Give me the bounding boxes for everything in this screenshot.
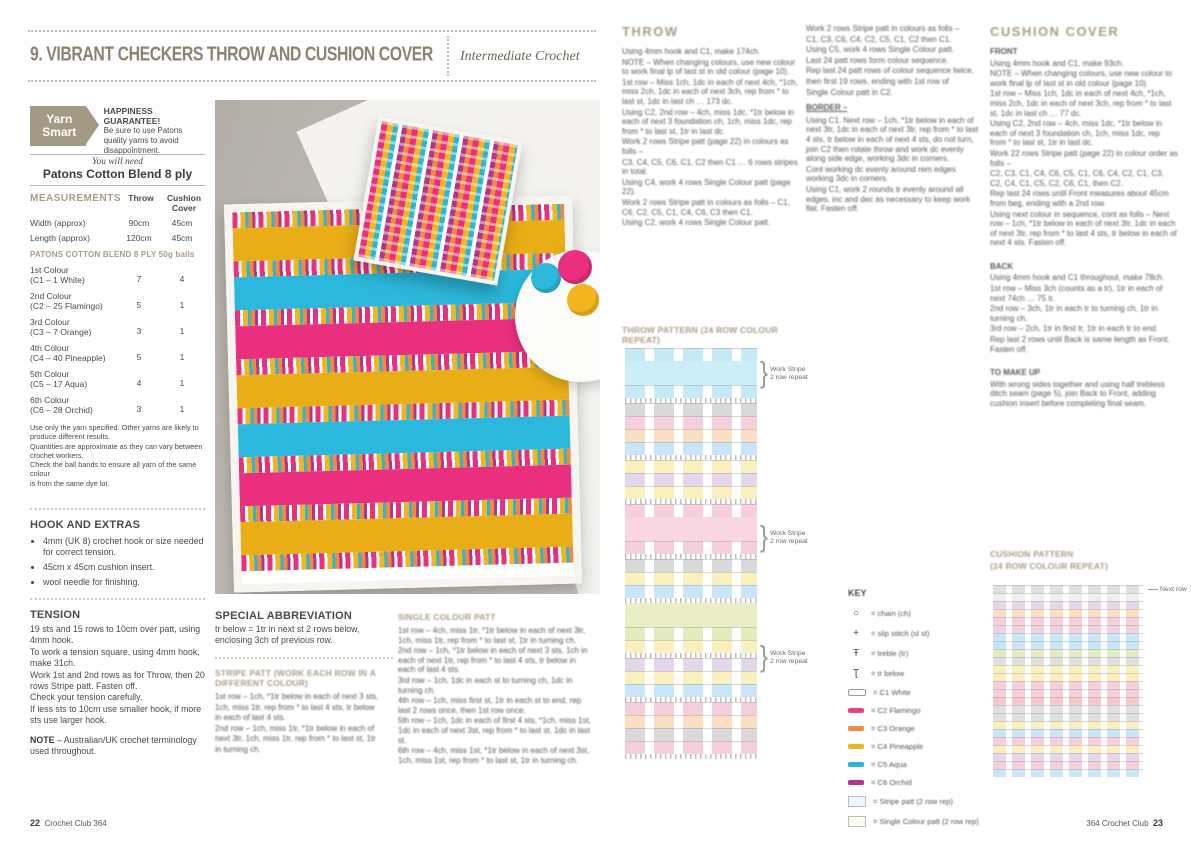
throw-chart-annotation-1: } Work Stripe 2 row repeat	[760, 356, 808, 391]
back-heading: BACK	[990, 261, 1014, 271]
colour-row: 6th Colour (C6 – 28 Orchid) 3 1	[30, 395, 185, 415]
body-line: To work a tension square, using 4mm hook, make 31ch.	[30, 646, 200, 669]
body-line: Check the ball bands to ensure all yarn of the same colour	[30, 460, 197, 479]
body-line: NOTE – When changing colours, use new colour to work final lp of last st in old colour (page 10).	[622, 57, 795, 77]
colour-row: 1st Colour (C1 – 1 White) 7 4	[30, 265, 185, 285]
cushion-pattern-chart	[993, 585, 1143, 777]
dotted-divider	[30, 598, 205, 600]
key-entry	[848, 760, 988, 769]
body-line: Using C1, work 2 rounds tr evenly around all edges, inc and dec as necessary to keep work flat. Fasten off.	[806, 184, 971, 214]
yarn-ball-yellow	[567, 284, 599, 316]
body-line: 1ch, miss 1tr, rep from * to last 4 sts, tr below	[215, 702, 375, 712]
key-label: = C5 Aqua	[871, 760, 907, 769]
key-entry	[848, 724, 988, 733]
page-number-right: 23	[1152, 818, 1163, 828]
body-line: 2nd row – 1ch, *1tr below in each of next 3 sts, 1ch in each of next 1tr, rep from * to last 4 sts, tr below in each of last 4 sts.	[398, 646, 588, 675]
chart-row	[993, 769, 1143, 777]
key-label: = C6 Orchid	[871, 778, 912, 787]
chart-row	[625, 658, 757, 671]
border-body-after	[806, 116, 984, 214]
body-line: Using C2, 2nd row – 4ch, miss 1dc, *1tr below in each of next 3 foundation ch, 1ch, miss 1dc, rep from * to last st, 1tr in last dc.	[622, 107, 795, 136]
measurements-heading: MEASUREMENTS	[30, 193, 122, 204]
measurement-rows	[30, 218, 205, 243]
chart-row	[625, 572, 757, 585]
body-line: Rep last 2 rows until Back is same length as Front. Fasten off.	[990, 335, 1170, 354]
key-entry	[848, 706, 988, 715]
body-line: Using C2, 2nd row – 4ch, miss 1dc, *1tr below in each of next 3 foundation ch, 1ch, miss 1dc, rep from * to last st, 1tr in last dc.	[990, 119, 1163, 148]
body-line: Using C5, work 4 rows Single Colour patt.	[806, 45, 955, 55]
chart-row	[625, 361, 757, 385]
throw-section	[622, 24, 798, 229]
project-photo	[215, 100, 600, 594]
body-line: Using 4mm hook and C1, make 93ch.	[990, 58, 1124, 68]
body-line: Work 22 rows Stripe patt (page 22) in colour order as folls –	[990, 148, 1178, 168]
chart-row	[993, 753, 1143, 761]
chart-row	[993, 681, 1143, 689]
chart-row	[625, 504, 757, 517]
key-entry	[848, 648, 988, 659]
key-entry	[848, 742, 988, 751]
chart-row	[993, 713, 1143, 721]
key-label: = tr below	[871, 669, 905, 678]
chart-row	[625, 671, 757, 684]
list-item: • 4mm (UK 8) crochet hook or size needed for correct tension.	[43, 536, 208, 558]
cushion-cover-heading: CUSHION COVER	[990, 24, 1120, 39]
body-line: produce different results.	[30, 432, 111, 442]
chart-row	[993, 601, 1143, 609]
body-line: 2nd row – 3ch, 1tr in each tr to turning ch, 1tr in turning ch.	[990, 304, 1158, 323]
key-label: = chain (ch)	[871, 609, 911, 618]
key-entries	[848, 608, 988, 827]
key-label: = C4 Pineapple	[871, 742, 924, 751]
body-line: 1st row – Miss 1ch, 1dc in each of next 4ch, *1ch, miss 2ch, 1dc in each of next 3ch, rep from * to last st, 1dc in last ch … 173 dc.	[622, 77, 798, 106]
stripe-patt-section	[215, 668, 395, 756]
body-line: next 3tr, 1ch, miss 1tr, rep from * to last st, 1tr	[215, 734, 376, 744]
chart-row	[625, 416, 757, 429]
chart-row	[625, 517, 757, 541]
chart-row	[625, 728, 757, 741]
body-line: tr below = 1tr in next st 2 rows below,	[215, 624, 360, 634]
chart-row	[625, 403, 757, 416]
dotted-divider	[30, 508, 205, 510]
chart-row	[993, 585, 1143, 593]
body-line: 1st row – 4ch, miss 1tr, *1tr below in each of next 3tr, 1ch, miss 1tr, rep from * to last st, 1tr in turning ch.	[398, 626, 586, 645]
single-colour-body	[398, 626, 595, 765]
body-line: Quantities are approximate as they can vary between	[30, 441, 203, 451]
brace: }	[760, 356, 769, 391]
body-line: then first 19 rows, ending with 1st row of	[806, 76, 949, 86]
chart-row	[625, 697, 757, 702]
throw-body	[622, 47, 798, 228]
badge-line2: Smart	[42, 125, 77, 139]
body-line: in turning ch.	[215, 744, 261, 754]
throw-chart-annotation-2: } Work Stripe 2 row repeat	[760, 520, 808, 555]
key-label: = Stripe patt (2 row rep)	[873, 797, 953, 806]
chart-row	[993, 657, 1143, 665]
body-line: C1, C3, C6, C4, C2, C5, C1, C2 then C1.	[806, 34, 952, 44]
chart-row	[993, 761, 1143, 769]
rule	[30, 154, 205, 155]
col-throw: Throw	[128, 193, 154, 203]
chart-row	[993, 689, 1143, 697]
yarn-ball-aqua	[531, 263, 561, 293]
body-line: Work 2 rows Stripe patt (page 22) in colours as folls –	[622, 137, 789, 156]
footer-left	[30, 818, 107, 828]
difficulty-label: Intermediate Crochet	[460, 49, 580, 64]
stripe-patt-body	[215, 692, 395, 755]
chart-row	[625, 541, 757, 554]
single-colour-heading: SINGLE COLOUR PATT	[398, 612, 496, 622]
body-line: 6th row – 4ch, miss 1st, *1tr below in each of next 3st, 1ch, miss 1st, rep from * to last st, 1tr in turning ch.	[398, 746, 590, 765]
chart-row	[625, 653, 757, 658]
tension-heading: TENSION	[30, 609, 81, 621]
body-line: NOTE – When changing colours, use new colour to work final lp of last st in old colour (page 10).	[990, 69, 1172, 88]
chart-row	[625, 585, 757, 598]
chart-row	[993, 665, 1143, 673]
body-line: Using C2, work 4 rows Single Colour patt.	[622, 218, 771, 228]
body-line: Single Colour patt in C2.	[806, 87, 893, 97]
guarantee-body: Be sure to use Patons quality yarns to avoid disappointment.	[103, 126, 183, 155]
page-number-left: 22	[30, 818, 41, 828]
key-heading: KEY	[848, 588, 867, 598]
measurements-section	[30, 193, 205, 488]
body-line: 1st row – 1ch, *1tr below in each of next 3 sts,	[215, 692, 379, 701]
front-heading: FRONT	[990, 47, 1018, 56]
body-line: is from the same dye lot.	[30, 478, 110, 488]
chart-row	[625, 429, 757, 442]
body-line: With wrong sides together and using half trebless ditch seam (page 5), join Back to Front, adding cushion insert before completing final seam.	[990, 379, 1165, 408]
body-line: Work 2 rows Stripe patt in colours as folls –	[806, 24, 960, 33]
chart-row	[993, 617, 1143, 625]
stitch-symbol-icon: +	[853, 628, 859, 639]
chart-row	[625, 741, 757, 754]
throw-heading: THROW	[622, 24, 679, 39]
body-line: Using 4mm hook and C1, make 174ch.	[622, 47, 761, 56]
you-will-need-label: You will need	[92, 157, 143, 167]
chart-row	[993, 641, 1143, 649]
col-cushion: Cushion Cover	[167, 193, 202, 213]
key-entry	[848, 688, 988, 697]
body-line: 3rd row – 2ch, 1tr in first tr, 1tr in each tr to end.	[990, 324, 1159, 334]
body-line: Last 24 patt rows form colour sequence.	[806, 55, 949, 65]
patt-swatch	[848, 796, 866, 807]
colour-swatch	[848, 762, 864, 767]
header-top-rule	[28, 30, 596, 32]
cushion-chart-heading: CUSHION PATTERN (24 ROW COLOUR REPEAT)	[990, 549, 1109, 571]
special-abbreviation-section	[215, 610, 395, 647]
key-entry	[848, 816, 988, 827]
colour-row: 2nd Colour (C2 – 25 Flamingo) 5 1	[30, 291, 185, 311]
chart-row	[625, 684, 757, 697]
chart-row	[625, 442, 757, 455]
dotted-divider	[215, 657, 393, 659]
chart-row	[993, 649, 1143, 657]
body-line: Work 1st and 2nd rows as for Throw, then 20 rows Stripe patt. Fasten off.	[30, 669, 205, 692]
special-abbrev-heading: SPECIAL ABBREVIATION	[215, 610, 353, 622]
hook-extras-list	[30, 536, 208, 588]
colour-swatch	[848, 780, 864, 785]
key-entry	[848, 628, 988, 639]
body-line: C2, C3, C1, C4, C6, C5, C1, C6, C4, C2, C1, C3, C2, C4, C1, C5, C2, C6, C1, then C2.	[990, 169, 1164, 188]
chart-row	[625, 473, 757, 486]
body-line: Use only the yarn specified. Other yarns are likely to	[30, 423, 199, 432]
key-label: = C1 White	[873, 688, 911, 697]
hook-extras-heading: HOOK AND EXTRAS	[30, 519, 141, 531]
colour-rows	[30, 265, 205, 415]
terminology-note	[30, 735, 212, 758]
yarn-smart-panel	[30, 106, 205, 156]
body-line: Using next colour in sequence, cont as folls – Next row – 1ch, *1tr below in each of next 3tr, 1dc in each of next 3tr, rep from * to last 4 sts, tr below in each of next 4 sts. Fasten off.	[990, 209, 1177, 248]
chart-row	[625, 603, 757, 627]
chart-row	[625, 554, 757, 559]
rule	[30, 185, 205, 186]
chart-row	[625, 455, 757, 460]
chart-row	[625, 499, 757, 504]
makeup-body	[990, 380, 1178, 409]
key-label: = C2 Flamingo	[871, 706, 921, 715]
header-separator	[447, 36, 449, 76]
footer-right	[1086, 818, 1163, 828]
chart-row	[993, 609, 1143, 617]
body-line: If less sts to 10cm use smaller hook, if more sts use larger hook.	[30, 703, 202, 726]
key-entry	[848, 778, 988, 787]
chart-row	[993, 633, 1143, 641]
throw-pattern-chart	[625, 348, 757, 759]
colour-swatch	[848, 744, 864, 749]
yarn-ball-pink	[558, 250, 592, 284]
chart-row	[625, 348, 757, 361]
body-line: 4th row – 1ch, miss first st, 1tr in each st to end, rep last 2 rows once, then 1st row once.	[398, 696, 582, 715]
chart-row	[993, 697, 1143, 705]
colour-swatch	[848, 708, 864, 713]
chart-row	[993, 729, 1143, 737]
product-name: Patons Cotton Blend 8 ply	[42, 167, 193, 181]
tension-section	[30, 609, 212, 757]
patt-swatch	[848, 816, 866, 827]
key-label: = C3 Orange	[871, 724, 915, 733]
body-line: Using C1. Next row – 1ch, *1tr below in each of next 3tr, 1dc in each of next 3tr, rep from * to last 4 sts, tr below in each of next 4 sts, do not turn, join C2 then rotate throw and work dc evenly along side edge, working 3dc in corners.	[806, 115, 979, 164]
header-bottom-rule	[28, 80, 596, 82]
footer-left-label: Crochet Club 364	[44, 819, 107, 828]
cushion-cover-section	[990, 24, 1178, 410]
body-line: Check your tension carefully.	[30, 692, 143, 703]
chart-row	[625, 640, 757, 653]
key-entry	[848, 796, 988, 807]
badge-line1: Yarn	[46, 112, 73, 126]
chart-row	[993, 593, 1143, 601]
chart-row	[625, 598, 757, 603]
special-abbrev-body	[215, 624, 395, 647]
yarn-notes	[30, 423, 205, 488]
tension-lines	[30, 624, 212, 727]
body-line: Rep last 24 patt rows of colour sequence twice,	[806, 66, 974, 76]
chart-row	[993, 625, 1143, 633]
makeup-heading: TO MAKE UP	[990, 368, 1041, 378]
colour-swatch	[848, 689, 866, 696]
chart-row	[625, 559, 757, 572]
key-entry	[848, 668, 988, 679]
border-body-before	[806, 24, 984, 97]
chart-row	[625, 702, 757, 715]
body-line: 1st row – Miss 3ch (counts as a tr), 1tr in each of next 74ch … 75 tr.	[990, 284, 1163, 303]
hook-extras-section	[30, 519, 208, 592]
body-line: 3rd row – 1ch, 1dc in each st to turning ch, 1dc in turning ch.	[398, 675, 573, 695]
body-line: crochet workers.	[30, 450, 84, 460]
chart-row	[993, 673, 1143, 681]
stripe-patt-heading: STRIPE PATT (WORK EACH ROW IN A DIFFERENT COLOUR)	[215, 668, 376, 688]
colour-swatch	[848, 726, 864, 731]
measurement-row: Width (approx) 90cm 45cm	[30, 218, 193, 228]
chart-row	[993, 705, 1143, 713]
body-line: 5th row – 1ch, 1dc in each of first 4 sts, *1ch, miss 1st, 1dc in each of next 3st, rep from * to last st, 1dc in last st.	[398, 716, 591, 745]
balls-heading: PATONS COTTON BLEND 8 PLY 50g balls	[30, 250, 195, 259]
chart-row	[625, 385, 757, 398]
body-line: in each of last 4 sts.	[215, 713, 286, 723]
body-line: C3, C4, C5, C6, C1, C2 then C1 … 6 rows stripes in total.	[622, 157, 798, 177]
brace: }	[760, 640, 769, 675]
body-line: Work 2 rows Stripe patt in colours as folls – C1, C6, C2, C5, C1, C4, C6, C3 then C1.	[622, 197, 790, 217]
throw-chart-annotation-3: } Work Stripe 2 row repeat	[760, 640, 808, 675]
note-text: – Australian/UK crochet terminology used throughout.	[30, 734, 197, 757]
body-line: Cont working dc evenly around rem edges working 3dc in corners.	[806, 164, 956, 184]
stitch-symbol-icon: Ʈ	[852, 668, 860, 679]
throw-chart-heading: THROW PATTERN (24 ROW COLOUR REPEAT)	[622, 325, 778, 345]
key-section	[848, 588, 988, 836]
single-colour-patt-section	[398, 612, 595, 766]
colour-row: 4th Colour (C4 – 40 Pineapple) 5 1	[30, 343, 185, 363]
chart-row	[993, 745, 1143, 753]
front-body	[990, 59, 1178, 248]
chart-row	[625, 754, 757, 759]
chart-row	[625, 486, 757, 499]
footer-right-label: 364 Crochet Club	[1086, 819, 1149, 828]
chart-row	[993, 721, 1143, 729]
border-heading: BORDER –	[806, 103, 848, 113]
border-section	[806, 24, 984, 215]
brace: }	[760, 520, 769, 555]
key-label: = slip stitch (sl st)	[871, 629, 930, 638]
body-line: Using 4mm hook and C1 throughout, make 78ch.	[990, 273, 1165, 283]
guarantee-headline: HAPPINESS GUARANTEE!	[103, 106, 161, 126]
body-line: enclosing 3ch of previous row.	[215, 635, 333, 646]
chart-row	[993, 737, 1143, 745]
key-entry	[848, 608, 988, 619]
cushion-chart-annotation: Next row	[1148, 586, 1187, 593]
key-label: = treble (tr)	[871, 649, 909, 658]
body-line: 1st row – Miss 1ch, 1dc in each of next 4ch, *1ch, miss 2ch, 1dc in each of next 3ch, rep from * to last st, 1dc in last ch … 77 dc.	[990, 89, 1172, 118]
stitch-symbol-icon: ○	[852, 608, 860, 619]
cushion-photo	[353, 116, 522, 285]
stitch-symbol-icon: Ŧ	[852, 648, 860, 659]
yarn-smart-badge	[30, 106, 86, 146]
chart-row	[625, 398, 757, 403]
body-line: Rep last 24 rows until Front measures about 45cm from beg, ending with a 2nd row.	[990, 189, 1169, 208]
chart-row	[625, 460, 757, 473]
note-label: NOTE	[30, 734, 55, 745]
body-line: 2nd row – 1ch, miss 1tr, *1tr below in each of	[215, 723, 375, 733]
body-line: 19 sts and 15 rows to 10cm over patt, using 4mm hook.	[30, 624, 201, 646]
colour-row: 5th Colour (C5 – 17 Aqua) 4 1	[30, 369, 185, 389]
body-line: Using C4, work 4 rows Single Colour patt (page 22).	[622, 177, 791, 197]
list-item: • wool needle for finishing.	[43, 577, 208, 588]
key-label: = Single Colour patt (2 row rep)	[873, 817, 979, 826]
chart-row	[625, 627, 757, 640]
colour-row: 3rd Colour (C3 – 7 Orange) 3 1	[30, 317, 185, 337]
back-body	[990, 273, 1178, 354]
page-title: 9. VIBRANT CHECKERS THROW AND CUSHION COVER	[30, 42, 433, 66]
chart-row	[625, 715, 757, 728]
measurement-row: Length (approx) 120cm 45cm	[30, 233, 193, 243]
list-item: • 45cm x 45cm cushion insert.	[43, 562, 208, 573]
